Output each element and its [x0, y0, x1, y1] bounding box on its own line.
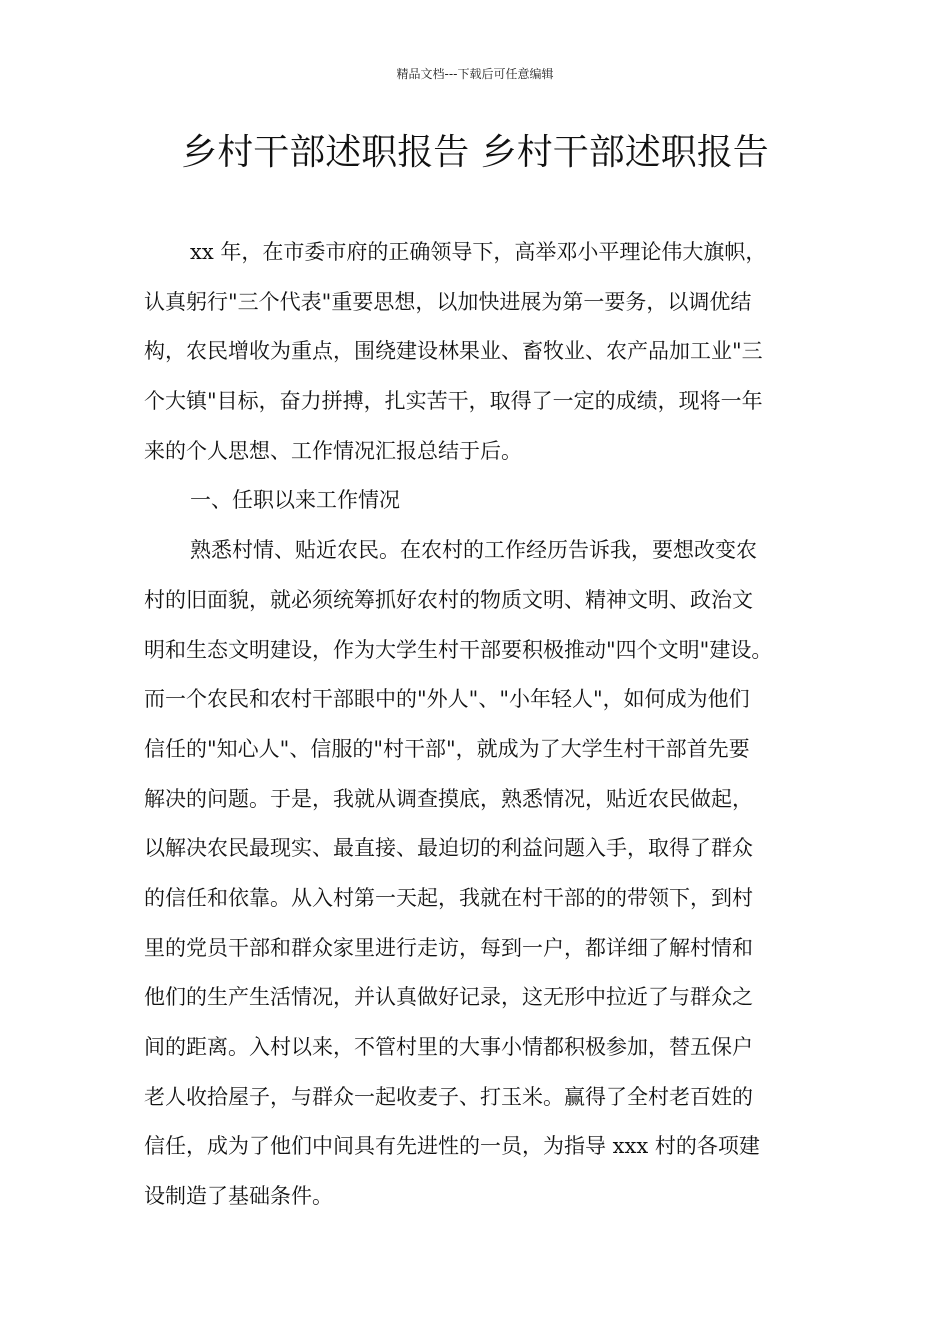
body-line: 熟悉村情、贴近农民。在农村的工作经历告诉我，要想改变农: [190, 538, 757, 563]
document-title: 乡村干部述职报告 乡村干部述职报告: [181, 132, 769, 173]
body-line: 而一个农民和农村干部眼中的"外人"、"小年轻人"，如何成为他们: [144, 687, 750, 712]
body-line: 设制造了基础条件。: [144, 1184, 333, 1209]
body-line: 里的党员干部和群众家里进行走访，每到一户，都详细了解村情和: [144, 935, 753, 960]
body-line: 老人收拾屋子，与群众一起收麦子、打玉米。赢得了全村老百姓的: [144, 1084, 753, 1109]
body-line: 来的个人思想、工作情况汇报总结于后。: [144, 438, 522, 463]
document-body: [144, 228, 824, 1222]
body-line: 村的旧面貌，就必须统筹抓好农村的物质文明、精神文明、政治文: [144, 587, 753, 612]
body-line: 解决的问题。于是，我就从调查摸底，熟悉情况，贴近农民做起，: [144, 786, 753, 811]
header-note: 精品文档---下载后可任意编辑: [396, 67, 554, 81]
section-heading: 一、任职以来工作情况: [190, 488, 400, 513]
body-line: xx 年，在市委市府的正确领导下，高举邓小平理论伟大旗帜，: [190, 240, 767, 264]
body-line: 以解决农民最现实、最直接、最迫切的利益问题入手，取得了群众: [144, 836, 753, 861]
body-line: 明和生态文明建设，作为大学生村干部要积极推动"四个文明"建设。: [144, 637, 773, 662]
body-line: 他们的生产生活情况，并认真做好记录，这无形中拉近了与群众之: [144, 985, 753, 1010]
body-line: 个大镇"目标，奋力拼搏，扎实苦干，取得了一定的成绩，现将一年: [144, 389, 763, 414]
body-line: 信任的"知心人"、信服的"村干部"，就成为了大学生村干部首先要: [144, 736, 750, 761]
body-line: 间的距离。入村以来，不管村里的大事小情都积极参加，替五保户: [144, 1035, 753, 1059]
body-line: 的信任和依靠。从入村第一天起，我就在村干部的的带领下，到村: [144, 885, 753, 910]
body-line: 信任，成为了他们中间具有先进性的一员，为指导 xxx 村的各项建: [144, 1134, 760, 1159]
body-line: 认真躬行"三个代表"重要思想，以加快进展为第一要务，以调优结: [144, 289, 752, 314]
body-line: 构，农民增收为重点，围绕建设林果业、畜牧业、农产品加工业"三: [144, 339, 763, 364]
